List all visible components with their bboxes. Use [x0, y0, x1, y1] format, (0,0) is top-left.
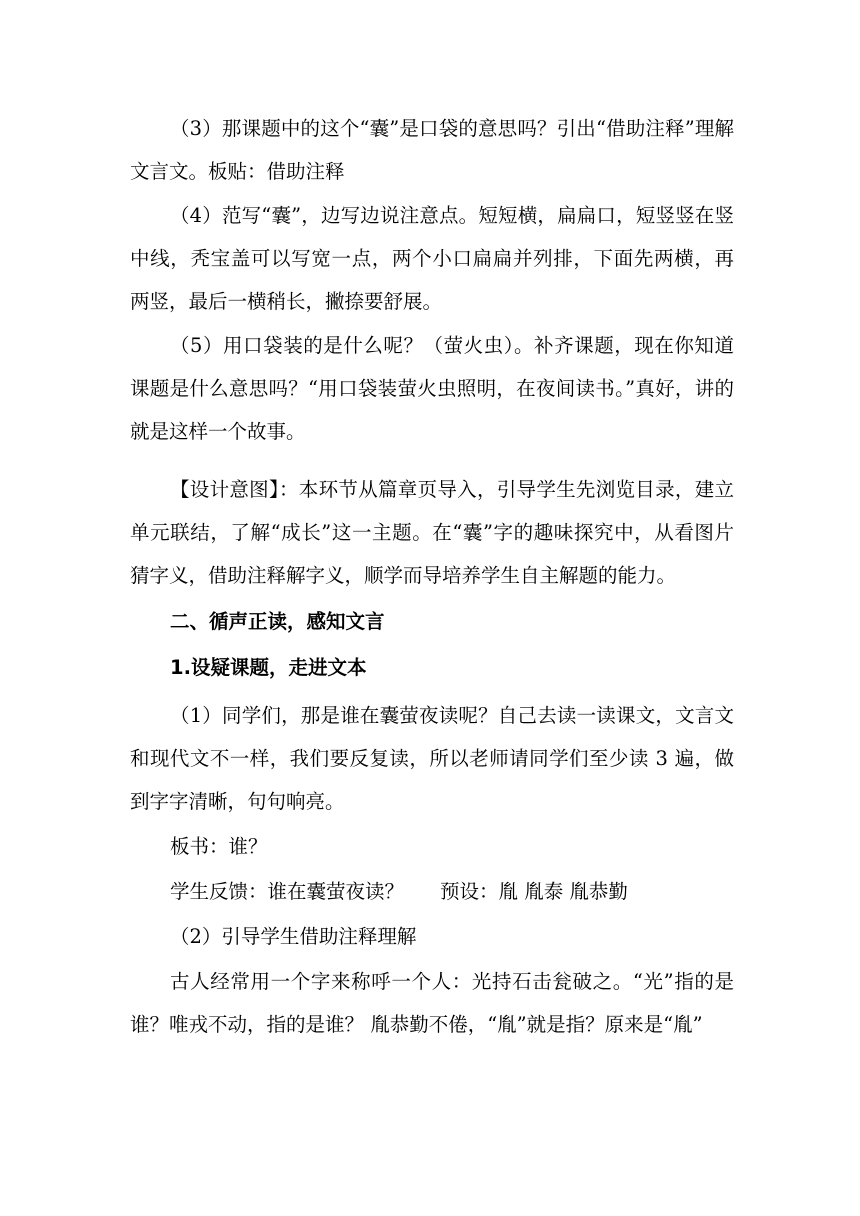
section-heading: 二、循声正读，感知文言: [170, 610, 385, 633]
board-writing: 板书：谁？: [170, 835, 268, 858]
paragraph-3: （3）那课题中的这个“囊”是口袋的意思吗？引出“借助注释”理解文言文。板贴：借助注释: [130, 117, 734, 183]
ancient-naming-paragraph: 古人经常用一个字来称呼一个人：光持石击瓮破之。“光”指的是谁？唯戎不动，指的是谁？ 胤恭勤不倦，“胤”就是指？原来是“胤”: [130, 970, 734, 1036]
paragraph-4: （4）范写“囊”，边写边说注意点。短短横，扁扁口，短竖竖在竖中线，秃宝盖可以写宽一点，两个小口扁扁并列排，下面先两横，再两竖，最后一横稍长，撇捺要舒展。: [130, 204, 734, 313]
design-intent-paragraph: 【设计意图】：本环节从篇章页导入，引导学生先浏览目录，建立单元联结，了解“成长”这一主题。在“囊”字的趣味探究中，从看图片猜字义，借助注释解字义，顺学而导培养学生自主解题的能力。: [130, 478, 734, 587]
question-2-paragraph: （2）引导学生借助注释理解: [170, 925, 417, 948]
paragraph-5: （5）用口袋装的是什么呢？（萤火虫）。补齐课题，现在你知道课题是什么意思吗？“用口袋装萤火虫照明，在夜间读书。”真好，讲的就是这样一个故事。: [130, 334, 734, 443]
student-feedback: 学生反馈：谁在囊萤夜读？: [170, 880, 405, 903]
question-1-paragraph: （1）同学们，那是谁在囊萤夜读呢？自己去读一读课文，文言文和现代文不一样，我们要反复读，所以老师请同学们至少读 3 遍，做到字字清晰，句句响亮。: [130, 704, 734, 813]
preset-answer: 预设：胤 胤泰 胤恭勤: [440, 880, 628, 903]
student-feedback-line: [170, 870, 734, 913]
subsection-heading: 1.设疑课题，走进文本: [170, 656, 367, 679]
